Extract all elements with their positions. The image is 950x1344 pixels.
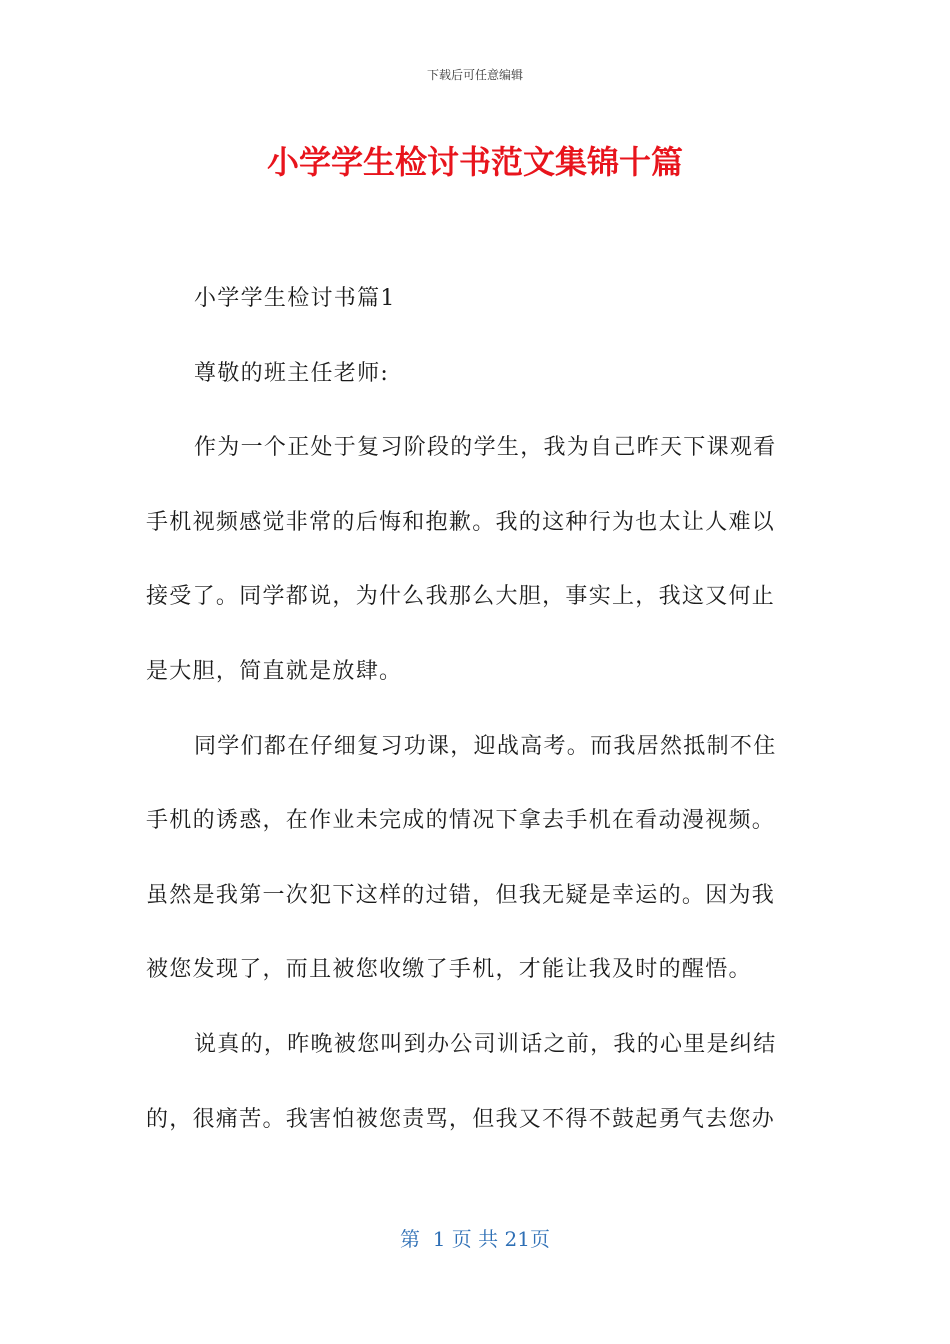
body-line-10: 被您发现了，而且被您收缴了手机，才能让我及时的醒悟。: [146, 957, 752, 983]
page-number: 第 1 页 共 21页: [400, 1227, 550, 1251]
body-line-7: 同学们都在仔细复习功课，迎战高考。而我居然抵制不住: [194, 733, 777, 759]
document-title: 小学学生检讨书范文集锦十篇: [266, 143, 683, 181]
body-line-12: 的，很痛苦。我害怕被您责骂，但我又不得不鼓起勇气去您办: [146, 1106, 776, 1132]
body-line-3: 作为一个正处于复习阶段的学生，我为自己昨天下课观看: [194, 435, 777, 461]
body-line-9: 虽然是我第一次犯下这样的过错，但我无疑是幸运的。因为我: [146, 882, 776, 908]
body-line-5: 接受了。同学都说，为什么我那么大胆，事实上，我这又何止: [146, 584, 776, 610]
body-line-2: 尊敬的班主任老师:: [194, 360, 390, 386]
document-body: [146, 262, 792, 1157]
header-note: 下载后可任意编辑: [426, 68, 523, 82]
body-line-1: 小学学生检讨书篇1: [194, 286, 396, 311]
body-line-4: 手机视频感觉非常的后悔和抱歉。我的这种行为也太让人难以: [146, 509, 776, 535]
body-line-11: 说真的，昨晚被您叫到办公司训话之前，我的心里是纠结: [194, 1031, 777, 1057]
body-line-8: 手机的诱惑，在作业未完成的情况下拿去手机在看动漫视频。: [146, 808, 776, 834]
body-line-6: 是大胆，简直就是放肆。: [146, 658, 403, 684]
